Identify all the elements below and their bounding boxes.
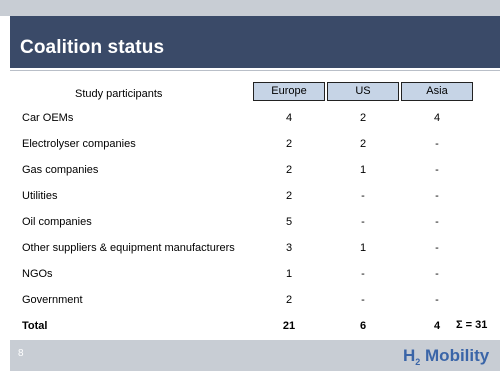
row-label: NGOs	[22, 268, 53, 280]
table-row	[0, 292, 500, 310]
row-label: Car OEMs	[22, 112, 74, 124]
top-band	[0, 0, 500, 16]
table-row-total	[0, 318, 500, 336]
footer-bar	[10, 340, 500, 371]
cell-asia: -	[435, 216, 439, 228]
row-label: Utilities	[22, 190, 58, 202]
column-header-asia: Asia	[401, 82, 473, 101]
table-header-label: Study participants	[75, 88, 163, 100]
cell-asia: 4	[433, 112, 441, 124]
title-divider	[10, 70, 500, 71]
total-asia: 4	[433, 320, 441, 332]
cell-europe: 2	[285, 190, 293, 202]
cell-europe: 3	[285, 242, 293, 254]
total-us: 6	[359, 320, 367, 332]
table-row	[0, 110, 500, 128]
logo-subscript: 2	[415, 357, 421, 367]
cell-us: 1	[359, 242, 367, 254]
table-row	[0, 266, 500, 284]
logo-h: H	[403, 346, 416, 365]
total-label: Total	[22, 320, 48, 332]
cell-asia: -	[435, 242, 439, 254]
table-row	[0, 162, 500, 180]
cell-asia: -	[435, 138, 439, 150]
column-header-us: US	[327, 82, 399, 101]
row-label: Electrolyser companies	[22, 138, 136, 150]
table-row	[0, 214, 500, 232]
logo-word: Mobility	[420, 346, 490, 365]
row-label: Government	[22, 294, 83, 306]
sum-note: Σ = 31	[456, 319, 488, 331]
row-label: Gas companies	[22, 164, 99, 176]
table-row	[0, 240, 500, 258]
total-europe: 21	[282, 320, 296, 332]
h2-mobility-logo	[403, 346, 489, 366]
cell-us: -	[361, 268, 365, 280]
cell-us: -	[361, 190, 365, 202]
table-row	[0, 136, 500, 154]
cell-asia: -	[435, 164, 439, 176]
cell-us: 2	[359, 112, 367, 124]
cell-europe: 4	[285, 112, 293, 124]
cell-us: 1	[359, 164, 367, 176]
cell-us: -	[361, 294, 365, 306]
cell-asia: -	[435, 190, 439, 202]
cell-europe: 1	[285, 268, 293, 280]
slide-title: Coalition status	[20, 37, 165, 58]
cell-asia: -	[435, 294, 439, 306]
cell-us: -	[361, 216, 365, 228]
cell-europe: 2	[285, 164, 293, 176]
title-bar	[10, 16, 500, 68]
cell-europe: 2	[285, 294, 293, 306]
cell-us: 2	[359, 138, 367, 150]
cell-europe: 2	[285, 138, 293, 150]
table-row	[0, 188, 500, 206]
cell-asia: -	[435, 268, 439, 280]
row-label: Other suppliers & equipment manufacturers	[22, 242, 235, 254]
cell-europe: 5	[285, 216, 293, 228]
column-header-europe: Europe	[253, 82, 325, 101]
page-number: 8	[18, 348, 24, 359]
row-label: Oil companies	[22, 216, 92, 228]
